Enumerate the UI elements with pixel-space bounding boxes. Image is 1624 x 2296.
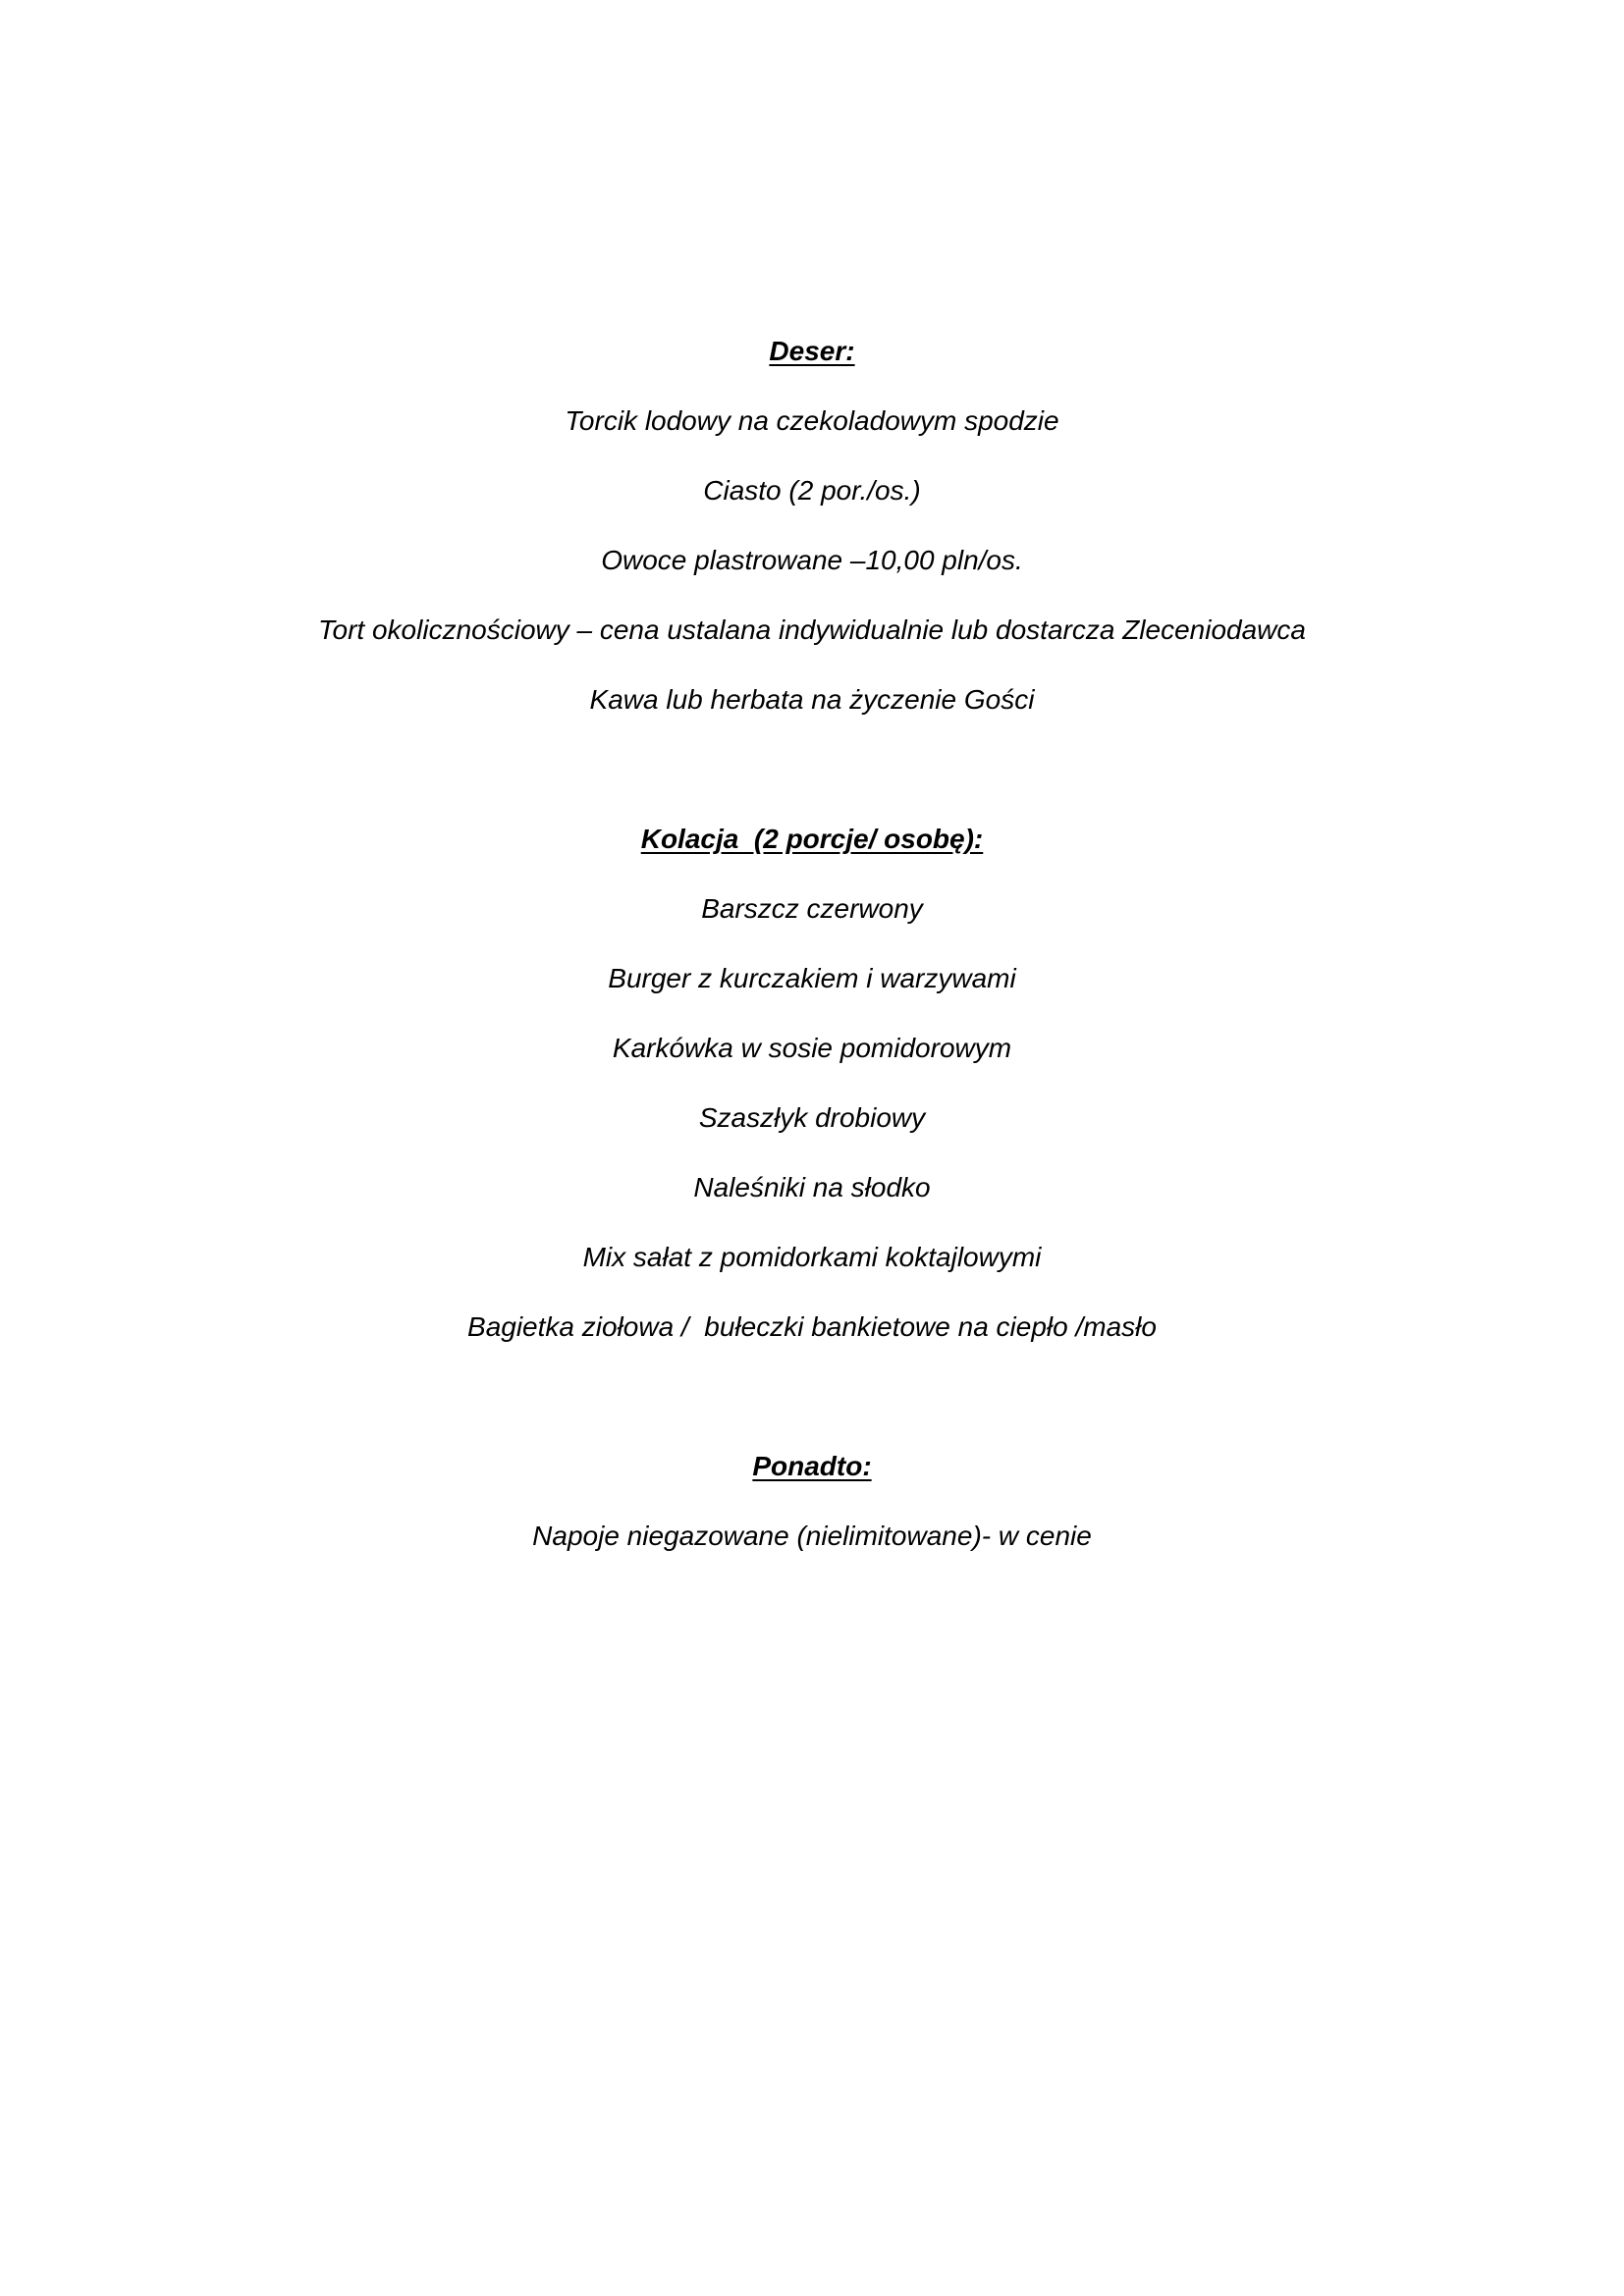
menu-item: Karkówka w sosie pomidorowym <box>612 1033 1012 1063</box>
menu-item: Kawa lub herbata na życzenie Gości <box>589 684 1035 715</box>
section-heading-deser: Deser: <box>769 336 855 366</box>
menu-item: Szaszłyk drobiowy <box>698 1102 926 1133</box>
menu-item: Bagietka ziołowa / bułeczki bankietowe na ciepło /masło <box>467 1311 1157 1342</box>
section-heading-kolacja: Kolacja (2 porcje/ osobę): <box>640 824 984 854</box>
menu-item: Napoje niegazowane (nielimitowane)- w cenie <box>532 1521 1092 1551</box>
menu-item: Mix sałat z pomidorkami koktajlowymi <box>582 1242 1042 1272</box>
section-heading-ponadto: Ponadto: <box>752 1451 872 1481</box>
menu-item: Burger z kurczakiem i warzywami <box>608 963 1016 993</box>
menu-item: Owoce plastrowane –10,00 pln/os. <box>601 545 1023 575</box>
menu-item: Torcik lodowy na czekoladowym spodzie <box>565 405 1059 436</box>
menu-item: Naleśniki na słodko <box>693 1172 931 1202</box>
menu-item: Tort okolicznościowy – cena ustalana indywidualnie lub dostarcza Zleceniodawca <box>318 614 1306 645</box>
menu-item: Ciasto (2 por./os.) <box>703 475 921 506</box>
menu-item: Barszcz czerwony <box>701 893 923 924</box>
